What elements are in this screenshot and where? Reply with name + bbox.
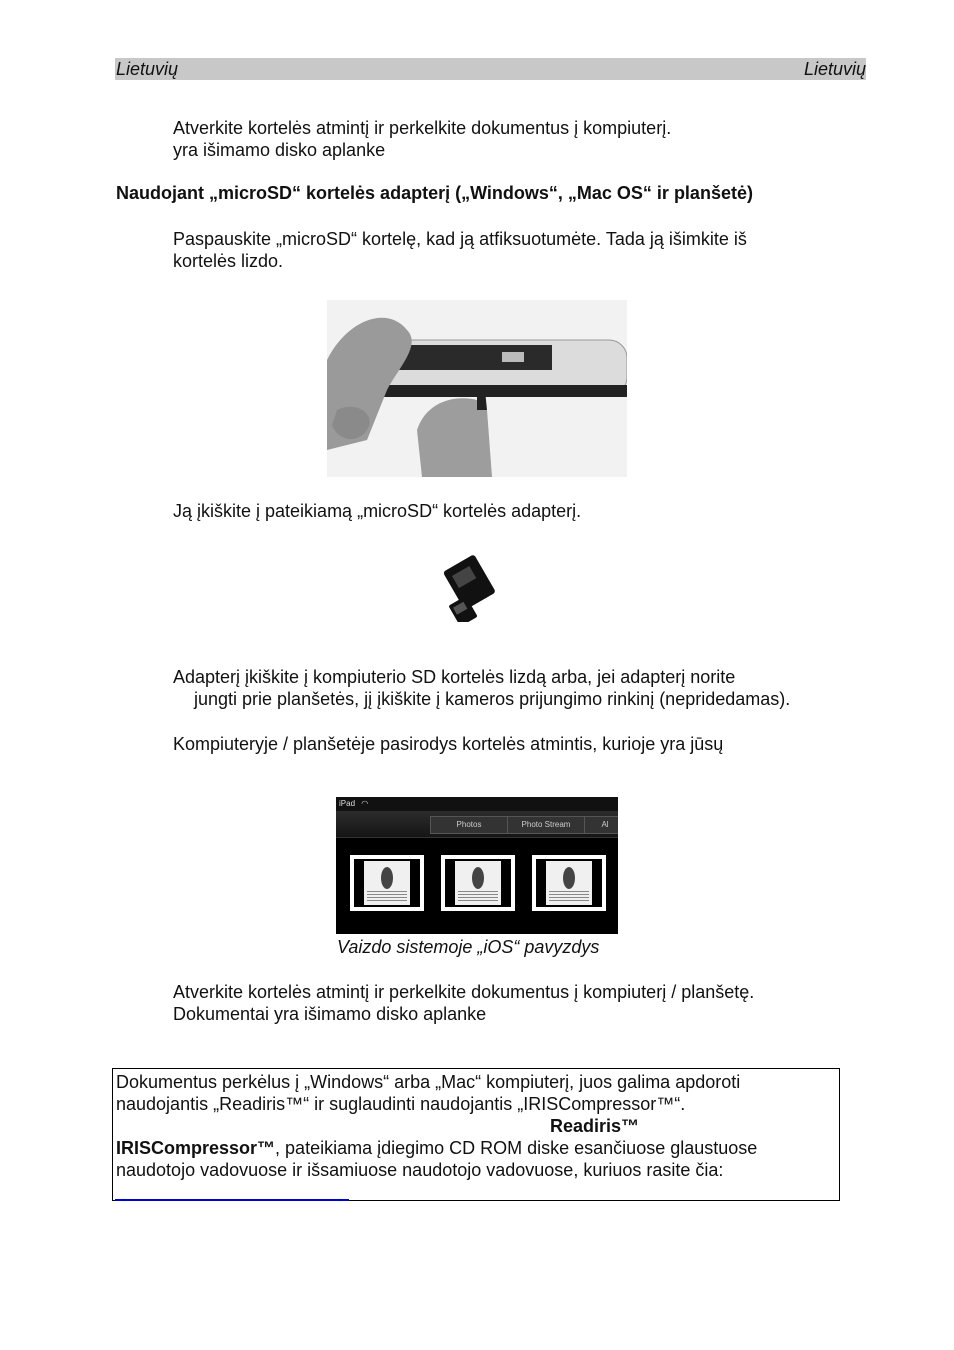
scanner-card-illustration xyxy=(327,300,627,477)
header-bar xyxy=(115,58,866,80)
support-link[interactable] xyxy=(115,1199,349,1201)
photo-thumbnail[interactable] xyxy=(532,855,606,911)
ios-status-bar xyxy=(336,797,618,811)
tab-albums[interactable]: Al xyxy=(584,816,618,834)
step5-line2: Dokumentai yra išimamo disko aplanke xyxy=(173,1004,487,1024)
header-language-left: Lietuvių xyxy=(116,59,179,79)
tab-photo-stream[interactable]: Photo Stream xyxy=(507,816,585,834)
ios-photos-screenshot xyxy=(336,797,618,934)
step1-line2: kortelės lizdo. xyxy=(173,251,284,271)
infobox-line5: naudotojo vadovuose ir išsamiuose naudotojo vadovuose, kuriuos rasite čia: xyxy=(116,1160,724,1180)
photo-thumbnail[interactable] xyxy=(350,855,424,911)
section1-line1: Atverkite kortelės atmintį ir perkelkite dokumentus į kompiuterį. xyxy=(173,118,672,138)
infobox-line4-rest: , pateikiama įdiegimo CD ROM diske esančiuose glaustuose xyxy=(275,1138,758,1158)
sd-adapter-photo xyxy=(436,552,506,622)
step5-line1: Atverkite kortelės atmintį ir perkelkite dokumentus į kompiuterį / planšetę. xyxy=(173,982,755,1002)
ios-device-label: iPad xyxy=(339,799,356,808)
section1-line2: yra išimamo disko aplanke xyxy=(173,140,386,160)
step4-text: Kompiuteryje / planšetėje pasirodys kortelės atmintis, kurioje yra jūsų xyxy=(173,734,724,754)
step2-text: Ją įkiškite į pateikiamą „microSD“ kortelės adapterį. xyxy=(173,501,582,521)
step3-line1: Adapterį įkiškite į kompiuterio SD kortelės lizdą arba, jei adapterį norite xyxy=(173,667,736,687)
section-heading: Naudojant „microSD“ kortelės adapterį („Windows“, „Mac OS“ ir planšetė) xyxy=(116,183,753,203)
header-language-right: Lietuvių xyxy=(803,59,866,79)
infobox-readiris: Readiris™ xyxy=(550,1116,640,1136)
ios-toolbar xyxy=(336,811,618,838)
wifi-icon: ◠ xyxy=(361,799,369,808)
step1-line1: Paspauskite „microSD“ kortelę, kad ją atfiksuotumėte. Tada ją išimkite iš xyxy=(173,229,747,249)
scanner-card-photo xyxy=(327,300,627,477)
sd-adapter-illustration xyxy=(436,552,506,622)
infobox-line2: naudojantis „Readiris™“ ir suglaudinti naudojantis „IRISCompressor™“. xyxy=(116,1094,686,1114)
infobox-line1: Dokumentus perkėlus į „Windows“ arba „Mac“ kompiuterį, juos galima apdoroti xyxy=(116,1072,741,1092)
step3-line2: jungti prie planšetės, jį įkiškite į kameros prijungimo rinkinį (nepridedamas). xyxy=(194,689,791,709)
infobox-line4 xyxy=(116,1137,757,1159)
tab-photos[interactable]: Photos xyxy=(430,816,508,834)
photo-thumbnail[interactable] xyxy=(441,855,515,911)
infobox-iriscompressor: IRISCompressor™ xyxy=(116,1138,276,1158)
figure-caption: Vaizdo sistemoje „iOS“ pavyzdys xyxy=(337,937,600,957)
